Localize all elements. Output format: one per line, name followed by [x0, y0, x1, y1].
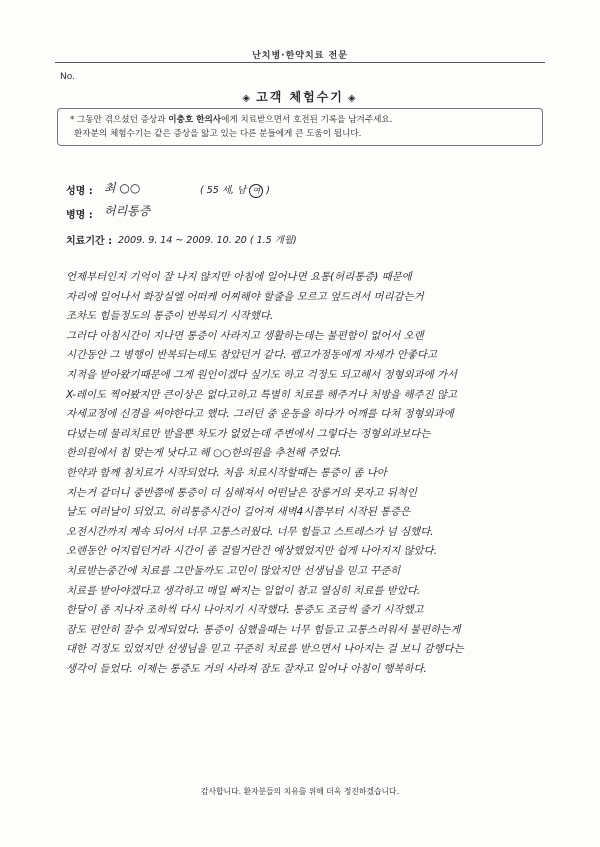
handwritten-testimonial: [66, 268, 536, 679]
form-title-text: 고객 체험수기: [256, 90, 344, 104]
testimonial-line: 한약과 함께 침치료가 시작되었다. 처음 치료시작할때는 통증이 좀 나아: [66, 466, 387, 479]
testimonial-line: 지는거 같더니 중반쯤에 통증이 더 심해져서 어떤날은 장롱거의 못자고 뒤척인: [66, 486, 417, 499]
footer-thanks: 감사합니다. 환자분들의 치유를 위해 더욱 정진하겠습니다.: [200, 787, 400, 796]
testimonial-line: 날도 여러날이 되었고. 허리통증시간이 길어져 새벽4시쯤부터 시작된 통증은: [66, 506, 411, 519]
testimonial-line: 대한 걱정도 있었지만 선생님을 믿고 꾸준히 치료를 받으면서 나아지는 걸 보니 감행다는: [66, 643, 464, 656]
notice-box: [57, 108, 543, 146]
disease-field: [66, 204, 151, 221]
testimonial-line: 한달이 좀 지나자 조하씩 다시 나아지기 시작했다. 통증도 조금씩 줄기 시작했고: [66, 604, 424, 617]
testimonial-line: 잠도 편안히 잘수 있게되었다. 통증이 심했을때는 너무 힘들고 고통스러워서 불편하는게: [66, 623, 461, 636]
testimonial-line: 자세교정에 신경을 써야한다고 했다. 그러던 중 운동을 하다가 어깨를 다쳐 정형외과에: [66, 408, 454, 421]
testimonial-line: 한의원에서 침 맞는게 낫다고 해 ○○한의원을 추천해 주었다.: [66, 447, 342, 460]
testimonial-line: 언제부터인지 기억이 잘 나지 않지만 아침에 일어나면 요통(허리통증) 때문에: [66, 271, 412, 283]
testimonial-line: 시간동안 그 병행이 반복되는데도 참았던거 같다. 펩고가정동에게 자세가 안좋다고: [66, 349, 437, 362]
document-number-label: No.: [60, 72, 75, 82]
clinic-header: 난치병·한약치료 전문: [252, 51, 348, 61]
doctor-name: 이충호 한의사: [168, 115, 222, 125]
diamond-icon: ◈: [347, 93, 358, 104]
testimonial-line: 치료받는중간에 치료를 그만둘까도 고민이 많았지만 선생님을 믿고 꾸준히: [66, 564, 401, 577]
testimonial-line: 오전시간까지 계속 되어서 너무 고통스러웠다. 너무 힘들고 스트레스가 넘 심했다.: [66, 525, 434, 538]
name-label: 성명 :: [66, 186, 93, 197]
header-divider: [55, 62, 545, 63]
treatment-period-field: [66, 232, 297, 247]
testimonial-line: 자리에 일어나서 화장실엘 어떠케 어찌해야 할줄을 모르고 엎드려서 머리감는거: [66, 290, 424, 303]
testimonial-line: 다녔는데 물리치료만 받을뿐 차도가 없었는데 주변에서 그렇다는 정형외과보다는: [66, 427, 431, 440]
testimonial-line: 지적을 받아왔기때문에 그게 원인이겠다 싶기도 하고 걱정도 되고해서 정형외과에 가서: [66, 368, 458, 381]
testimonial-line: X-레이도 찍어봤지만 큰이상은 없다고하고 특별히 치료를 해주거나 처방을 해주진 않고: [66, 388, 457, 401]
name-value: 최 ○○: [104, 181, 141, 195]
name-field: [66, 181, 270, 197]
testimonial-line: 조차도 힘들정도의 통증이 반복되기 시작했다.: [66, 310, 274, 323]
age-gender: ( 55 세, 남 여 ): [200, 185, 270, 196]
notice-line-1: * 그동안 겪으셨던 증상과 이충호 한의사에게 치료받으면서 호전된 기록을 남겨주세요.: [70, 115, 393, 125]
disease-value: 허리통증: [104, 204, 151, 218]
testimonial-line: 생각이 들었다. 이제는 통증도 거의 사라져 잠도 잘자고 일어나 아침이 행복하다.: [66, 662, 427, 675]
period-label: 치료기간 :: [66, 236, 113, 247]
disease-label: 병명 :: [66, 210, 93, 221]
period-value: 2009. 9. 14 ~ 2009. 10. 20 ( 1.5 개월): [118, 235, 297, 246]
form-title: [0, 88, 600, 105]
notice-line-2: 환자분의 체험수기는 같은 증상을 앓고 있는 다른 분들에게 큰 도움이 됩니다.: [74, 129, 362, 139]
testimonial-line: 오랜동안 어지럽던거라 시간이 좀 걸릴거란건 예상했었지만 쉽게 나아지지 않았다.: [66, 545, 437, 558]
testimonial-line: 치료를 받아야겠다고 생각하고 매일 빠지는 일없이 참고 열심히 치료를 받았다.: [66, 584, 421, 597]
testimonial-line: 그러다 아침시간이 지나면 통증이 사라지고 생활하는데는 불편함이 없어서 오랜: [66, 329, 424, 342]
diamond-icon: ◈: [242, 93, 253, 104]
gender-circled: 여: [249, 184, 263, 198]
